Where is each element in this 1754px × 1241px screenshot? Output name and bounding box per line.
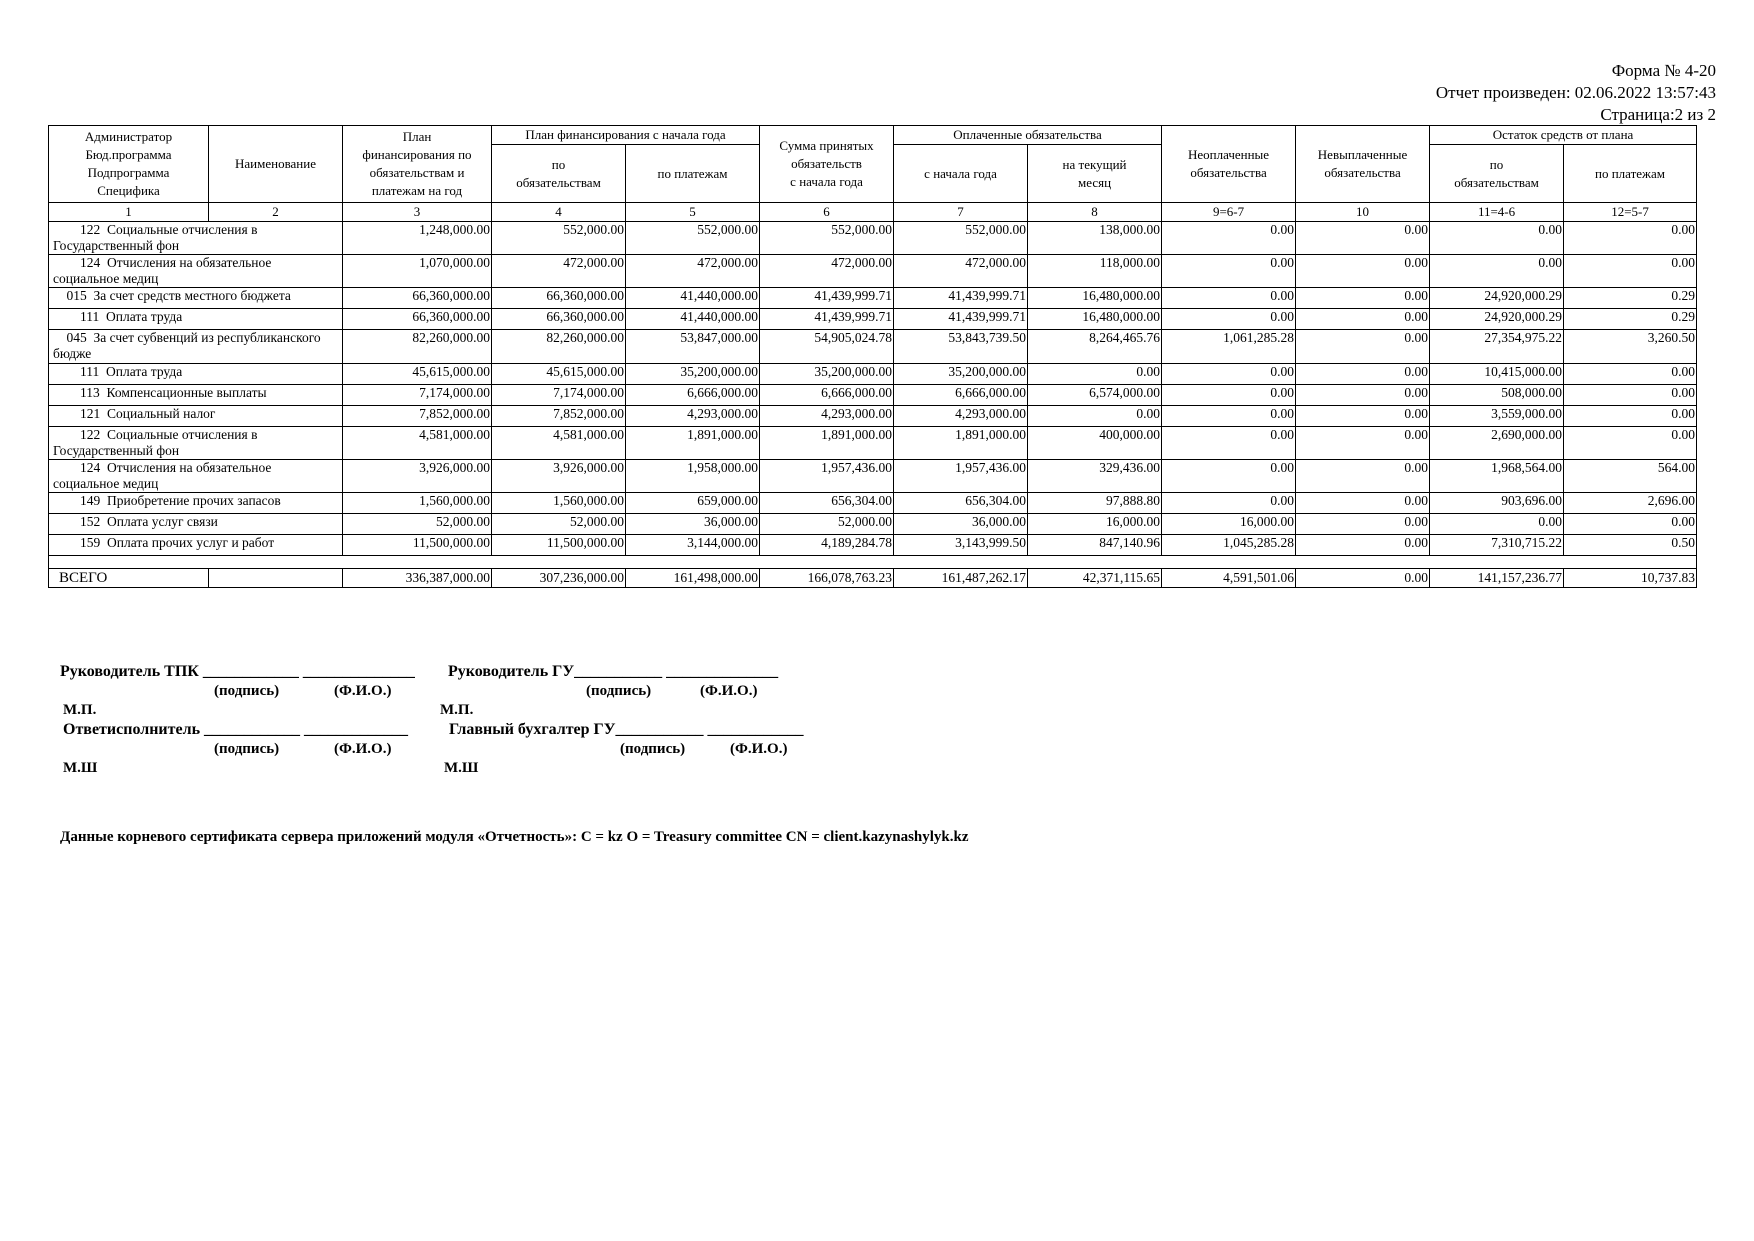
row-value: 3,926,000.00 (343, 460, 492, 493)
header-accepted-obligations (760, 126, 894, 203)
row-value: 0.00 (1564, 255, 1697, 288)
header-name: Наименование (209, 126, 343, 203)
header-annual-plan (343, 126, 492, 203)
row-name: 015 За счет средств местного бюджета (49, 288, 343, 309)
row-value: 552,000.00 (492, 222, 626, 255)
row-value: 0.00 (1162, 364, 1296, 385)
row-value: 7,852,000.00 (343, 406, 492, 427)
col-number: 11=4-6 (1430, 203, 1564, 222)
row-name: 113 Компенсационные выплаты (49, 385, 343, 406)
header-line: Сумма принятых (779, 138, 874, 153)
row-value: 4,581,000.00 (492, 427, 626, 460)
table-row (49, 288, 1697, 309)
row-value: 82,260,000.00 (492, 330, 626, 364)
row-value: 0.00 (1162, 427, 1296, 460)
table-row (49, 385, 1697, 406)
col-number: 1 (49, 203, 209, 222)
col-number: 5 (626, 203, 760, 222)
table-row (49, 535, 1697, 556)
row-value: 4,189,284.78 (760, 535, 894, 556)
row-value: 7,310,715.22 (1430, 535, 1564, 556)
header-outstanding-obligations (1296, 126, 1430, 203)
row-value: 472,000.00 (894, 255, 1028, 288)
row-value: 0.50 (1564, 535, 1697, 556)
row-value: 1,957,436.00 (760, 460, 894, 493)
row-value: 1,958,000.00 (626, 460, 760, 493)
row-value: 472,000.00 (492, 255, 626, 288)
row-value: 7,174,000.00 (343, 385, 492, 406)
total-label: ВСЕГО (49, 569, 209, 588)
row-value: 1,560,000.00 (343, 493, 492, 514)
form-number: Форма № 4-20 (1611, 61, 1716, 80)
row-value: 0.00 (1028, 364, 1162, 385)
row-value: 659,000.00 (626, 493, 760, 514)
header-line: Невыплаченные (1317, 147, 1408, 162)
row-name: 152 Оплата услуг связи (49, 514, 343, 535)
row-value: 847,140.96 (1028, 535, 1162, 556)
row-value: 1,957,436.00 (894, 460, 1028, 493)
header-unpaid-obligations (1162, 126, 1296, 203)
col-number: 3 (343, 203, 492, 222)
header-line: по (551, 156, 566, 172)
header-line: Бюд.программа (85, 147, 172, 162)
table-row (49, 255, 1697, 288)
row-value: 2,696.00 (1564, 493, 1697, 514)
row-value: 8,264,465.76 (1028, 330, 1162, 364)
row-value: 0.00 (1162, 493, 1296, 514)
row-value: 3,260.50 (1564, 330, 1697, 364)
caption-fio: (Ф.И.О.) (334, 683, 392, 699)
row-value: 508,000.00 (1430, 385, 1564, 406)
row-value: 11,500,000.00 (492, 535, 626, 556)
row-value: 24,920,000.29 (1430, 288, 1564, 309)
col-number: 9=6-7 (1162, 203, 1296, 222)
total-value: 307,236,000.00 (492, 569, 626, 588)
row-value: 6,574,000.00 (1028, 385, 1162, 406)
row-value: 52,000.00 (760, 514, 894, 535)
row-value: 6,666,000.00 (760, 385, 894, 406)
total-value: 161,498,000.00 (626, 569, 760, 588)
row-value: 16,000.00 (1028, 514, 1162, 535)
row-value: 41,439,999.71 (760, 309, 894, 330)
header-admin-code (49, 126, 209, 203)
row-value: 41,440,000.00 (626, 309, 760, 330)
caption-fio: (Ф.И.О.) (700, 683, 758, 699)
stamp-place-3: М.Ш (63, 760, 98, 776)
row-value: 7,174,000.00 (492, 385, 626, 406)
row-value: 66,360,000.00 (492, 309, 626, 330)
stamp-place-2: М.П. (440, 702, 474, 718)
row-name: 124 Отчисления на обязательное социальное медиц (49, 255, 343, 288)
row-name: 159 Оплата прочих услуг и работ (49, 535, 343, 556)
row-value: 7,852,000.00 (492, 406, 626, 427)
row-name: 045 За счет субвенций из республиканского бюдже (49, 330, 343, 364)
row-value: 66,360,000.00 (343, 288, 492, 309)
row-value: 1,045,285.28 (1162, 535, 1296, 556)
row-value: 45,615,000.00 (343, 364, 492, 385)
row-value: 53,847,000.00 (626, 330, 760, 364)
table-row (49, 514, 1697, 535)
row-value: 52,000.00 (343, 514, 492, 535)
table-row (49, 364, 1697, 385)
row-value: 0.00 (1028, 406, 1162, 427)
row-value: 10,415,000.00 (1430, 364, 1564, 385)
col-number: 10 (1296, 203, 1430, 222)
row-value: 0.29 (1564, 288, 1697, 309)
row-value: 1,248,000.00 (343, 222, 492, 255)
row-value: 1,891,000.00 (894, 427, 1028, 460)
header-group-paid: Оплаченные обязательства (894, 126, 1162, 145)
row-value: 41,440,000.00 (626, 288, 760, 309)
row-name: 111 Оплата труда (49, 364, 343, 385)
header-line: обязательствам (1454, 174, 1539, 190)
header-line: обязательств (791, 156, 862, 171)
row-name: 149 Приобретение прочих запасов (49, 493, 343, 514)
total-value: 0.00 (1296, 569, 1430, 588)
total-value: 10,737.83 (1564, 569, 1697, 588)
row-value: 564.00 (1564, 460, 1697, 493)
caption-signature: (подпись) (620, 741, 686, 757)
row-value: 0.00 (1162, 385, 1296, 406)
row-value: 0.00 (1564, 514, 1697, 535)
row-value: 41,439,999.71 (894, 288, 1028, 309)
row-value: 0.00 (1430, 514, 1564, 535)
header-line: План (402, 129, 432, 144)
row-value: 329,436.00 (1028, 460, 1162, 493)
stamp-place-1: М.П. (63, 702, 97, 718)
row-value: 552,000.00 (894, 222, 1028, 255)
row-value: 35,200,000.00 (760, 364, 894, 385)
row-value: 0.00 (1296, 364, 1430, 385)
row-value: 66,360,000.00 (343, 309, 492, 330)
col-number: 7 (894, 203, 1028, 222)
row-value: 41,439,999.71 (894, 309, 1028, 330)
total-value: 336,387,000.00 (343, 569, 492, 588)
header-line: месяц (1078, 174, 1112, 190)
signature-head-gu: Руководитель ГУ___________ ______________ (448, 663, 779, 680)
row-value: 0.00 (1296, 427, 1430, 460)
certificate-info: Данные корневого сертификата сервера приложений модуля «Отчетность»: C = kz O = Treasury committee CN = client.kazynashylyk.kz (60, 829, 969, 845)
header-plan-payments: по платежам (626, 145, 760, 203)
table-row (49, 406, 1697, 427)
row-value: 41,439,999.71 (760, 288, 894, 309)
row-value: 1,070,000.00 (343, 255, 492, 288)
row-value: 24,920,000.29 (1430, 309, 1564, 330)
row-value: 0.00 (1296, 255, 1430, 288)
row-value: 0.00 (1296, 222, 1430, 255)
row-name: 122 Социальные отчисления в Государственный фон (49, 427, 343, 460)
row-value: 97,888.80 (1028, 493, 1162, 514)
row-value: 0.00 (1296, 514, 1430, 535)
signature-chief-accountant: Главный бухгалтер ГУ___________ ____________ (449, 721, 804, 738)
row-value: 3,144,000.00 (626, 535, 760, 556)
header-rest-obligations (1430, 145, 1564, 203)
row-value: 552,000.00 (626, 222, 760, 255)
caption-fio: (Ф.И.О.) (730, 741, 788, 757)
row-value: 472,000.00 (626, 255, 760, 288)
row-value: 0.00 (1162, 460, 1296, 493)
row-value: 0.00 (1162, 309, 1296, 330)
row-value: 53,843,739.50 (894, 330, 1028, 364)
row-value: 16,480,000.00 (1028, 309, 1162, 330)
row-value: 400,000.00 (1028, 427, 1162, 460)
caption-signature: (подпись) (214, 683, 280, 699)
header-line: платежам на год (371, 183, 463, 198)
row-value: 3,559,000.00 (1430, 406, 1564, 427)
row-name: 122 Социальные отчисления в Государственный фон (49, 222, 343, 255)
total-value: 4,591,501.06 (1162, 569, 1296, 588)
row-value: 1,891,000.00 (626, 427, 760, 460)
row-value: 3,143,999.50 (894, 535, 1028, 556)
row-value: 0.00 (1296, 460, 1430, 493)
signature-head-tpk: Руководитель ТПК ____________ ______________ (60, 663, 415, 680)
row-value: 36,000.00 (626, 514, 760, 535)
row-value: 54,905,024.78 (760, 330, 894, 364)
row-value: 4,293,000.00 (760, 406, 894, 427)
table-row (49, 460, 1697, 493)
header-line: с начала года (790, 174, 863, 189)
row-value: 36,000.00 (894, 514, 1028, 535)
table-row (49, 427, 1697, 460)
report-table (48, 125, 1697, 588)
row-value: 903,696.00 (1430, 493, 1564, 514)
header-line: финансирования по (362, 147, 472, 162)
header-line: по (1489, 156, 1504, 172)
row-value: 0.00 (1430, 255, 1564, 288)
col-number: 6 (760, 203, 894, 222)
row-value: 552,000.00 (760, 222, 894, 255)
total-value: 42,371,115.65 (1028, 569, 1162, 588)
row-value: 0.00 (1296, 535, 1430, 556)
row-value: 0.00 (1564, 427, 1697, 460)
header-plan-obligations (492, 145, 626, 203)
header-paid-ytd: с начала года (894, 145, 1028, 203)
row-value: 6,666,000.00 (894, 385, 1028, 406)
header-line: обязательствам (516, 174, 601, 190)
header-group-rest: Остаток средств от плана (1430, 126, 1697, 145)
row-value: 0.00 (1564, 222, 1697, 255)
header-paid-month (1028, 145, 1162, 203)
stamp-place-4: М.Ш (444, 760, 479, 776)
row-name: 121 Социальный налог (49, 406, 343, 427)
row-value: 16,480,000.00 (1028, 288, 1162, 309)
row-value: 6,666,000.00 (626, 385, 760, 406)
page-indicator: Страница:2 из 2 (1600, 105, 1716, 124)
row-value: 0.00 (1162, 255, 1296, 288)
row-value: 0.00 (1296, 330, 1430, 364)
table-row (49, 493, 1697, 514)
signature-executor: Ответисполнитель ____________ _____________ (63, 721, 409, 738)
row-value: 0.00 (1296, 493, 1430, 514)
header-rest-payments: по платежам (1564, 145, 1697, 203)
row-value: 45,615,000.00 (492, 364, 626, 385)
row-value: 1,560,000.00 (492, 493, 626, 514)
row-name: 124 Отчисления на обязательное социальное медиц (49, 460, 343, 493)
row-value: 3,926,000.00 (492, 460, 626, 493)
row-value: 0.29 (1564, 309, 1697, 330)
header-line: обязательства (1324, 165, 1401, 180)
row-value: 1,061,285.28 (1162, 330, 1296, 364)
row-name: 111 Оплата труда (49, 309, 343, 330)
total-value: 141,157,236.77 (1430, 569, 1564, 588)
total-name-cell (209, 569, 343, 588)
spacer-row (49, 556, 1697, 569)
row-value: 0.00 (1296, 385, 1430, 406)
table-row (49, 222, 1697, 255)
row-value: 0.00 (1564, 385, 1697, 406)
header-line: на текущий (1062, 156, 1127, 172)
total-value: 166,078,763.23 (760, 569, 894, 588)
header-line: Неоплаченные (1187, 147, 1270, 162)
row-value: 656,304.00 (760, 493, 894, 514)
table-row (49, 309, 1697, 330)
col-number: 8 (1028, 203, 1162, 222)
total-row (49, 569, 1697, 588)
header-line: Специфика (97, 183, 160, 198)
row-value: 138,000.00 (1028, 222, 1162, 255)
col-number: 12=5-7 (1564, 203, 1697, 222)
row-value: 0.00 (1162, 288, 1296, 309)
caption-fio: (Ф.И.О.) (334, 741, 392, 757)
row-value: 82,260,000.00 (343, 330, 492, 364)
col-number: 4 (492, 203, 626, 222)
row-value: 4,293,000.00 (894, 406, 1028, 427)
caption-signature: (подпись) (586, 683, 652, 699)
report-generated: Отчет произведен: 02.06.2022 13:57:43 (1435, 83, 1716, 102)
row-value: 27,354,975.22 (1430, 330, 1564, 364)
row-value: 52,000.00 (492, 514, 626, 535)
row-value: 0.00 (1296, 309, 1430, 330)
row-value: 16,000.00 (1162, 514, 1296, 535)
table-row (49, 330, 1697, 364)
header-line: обязательствам и (369, 165, 465, 180)
row-value: 1,891,000.00 (760, 427, 894, 460)
row-value: 1,968,564.00 (1430, 460, 1564, 493)
total-value: 161,487,262.17 (894, 569, 1028, 588)
header-group-plan: План финансирования с начала года (492, 126, 760, 145)
row-value: 4,293,000.00 (626, 406, 760, 427)
header-line: Подпрограмма (87, 165, 170, 180)
row-value: 0.00 (1162, 222, 1296, 255)
row-value: 472,000.00 (760, 255, 894, 288)
row-value: 35,200,000.00 (626, 364, 760, 385)
col-number: 2 (209, 203, 343, 222)
table-body (49, 222, 1697, 556)
row-value: 2,690,000.00 (1430, 427, 1564, 460)
row-value: 0.00 (1430, 222, 1564, 255)
caption-signature: (подпись) (214, 741, 280, 757)
row-value: 11,500,000.00 (343, 535, 492, 556)
row-value: 0.00 (1296, 406, 1430, 427)
row-value: 0.00 (1296, 288, 1430, 309)
row-value: 66,360,000.00 (492, 288, 626, 309)
row-value: 4,581,000.00 (343, 427, 492, 460)
row-value: 0.00 (1162, 406, 1296, 427)
row-value: 35,200,000.00 (894, 364, 1028, 385)
header-line: обязательства (1190, 165, 1267, 180)
row-value: 0.00 (1564, 364, 1697, 385)
row-value: 656,304.00 (894, 493, 1028, 514)
row-value: 0.00 (1564, 406, 1697, 427)
row-value: 118,000.00 (1028, 255, 1162, 288)
header-line: Администратор (84, 129, 173, 144)
